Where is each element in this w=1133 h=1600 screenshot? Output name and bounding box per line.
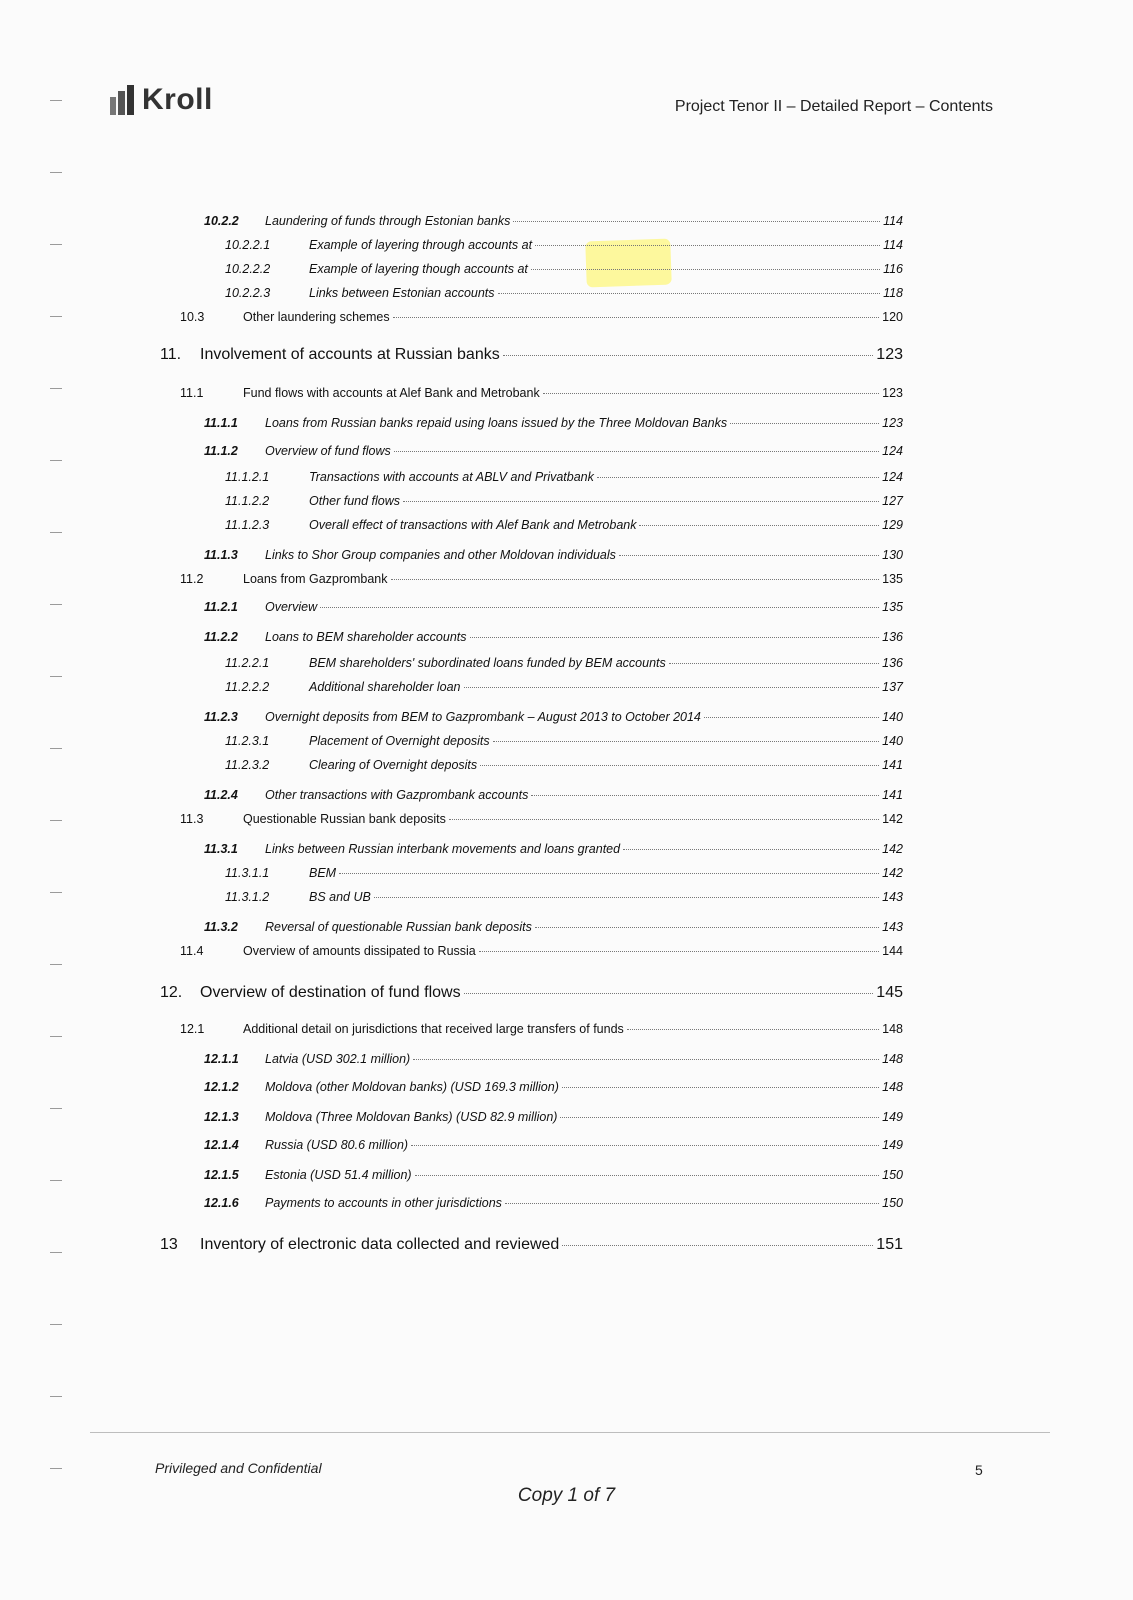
toc-entry-number: 12.: [160, 984, 183, 1001]
toc-entry-title: BS and UB: [309, 890, 371, 904]
toc-entry-title: Overall effect of transactions with Alef Bank and Metrobank: [309, 518, 637, 532]
toc-leader-dots: [513, 221, 880, 222]
toc-entry[interactable]: [225, 734, 903, 748]
toc-entry-title: Reversal of questionable Russian bank deposits: [265, 920, 532, 934]
toc-entry-page: 141: [882, 758, 903, 772]
toc-leader-dots: [479, 951, 879, 952]
toc-leader-dots: [531, 269, 880, 270]
toc-entry-title: Overview of fund flows: [265, 444, 391, 458]
toc-entry[interactable]: [180, 386, 903, 400]
toc-entry[interactable]: [225, 238, 903, 252]
toc-entry-title: Links between Russian interbank movements and loans granted: [265, 842, 621, 856]
toc-entry-title: Other laundering schemes: [243, 310, 390, 324]
toc-entry-number: 11.2.4: [204, 788, 238, 802]
toc-entry-title: Overview: [265, 600, 318, 614]
toc-entry-number: 11.3.1.2: [225, 890, 270, 904]
toc-entry-title: Other fund flows: [309, 494, 401, 508]
toc-entry-number: 11.1.2.2: [225, 494, 270, 508]
toc-entry-page: 137: [882, 680, 903, 694]
toc-entry-title: Links to Shor Group companies and other Moldovan individuals: [265, 548, 616, 562]
toc-entry-page: 120: [882, 310, 903, 324]
toc-entry-number: 11.2.2.1: [225, 656, 270, 670]
toc-entry-page: 142: [882, 842, 903, 856]
toc-entry[interactable]: [204, 1110, 903, 1124]
toc-entry-page: 114: [883, 238, 903, 252]
toc-entry[interactable]: [204, 1138, 903, 1152]
toc-entry-page: 150: [882, 1168, 903, 1182]
toc-entry-number: 11.2.2: [204, 630, 238, 644]
toc-leader-dots: [560, 1117, 879, 1118]
toc-leader-dots: [415, 1175, 880, 1176]
toc-entry-page: 135: [882, 572, 903, 586]
toc-entry-number: 11.1.3: [204, 548, 238, 562]
toc-entry[interactable]: [204, 710, 903, 724]
toc-entry-page: 148: [882, 1052, 903, 1066]
toc-entry[interactable]: [160, 984, 903, 1002]
toc-leader-dots: [623, 849, 879, 850]
toc-entry-title: Additional shareholder loan: [309, 680, 461, 694]
toc-entry[interactable]: [225, 262, 903, 276]
toc-leader-dots: [531, 795, 879, 796]
toc-entry[interactable]: [204, 842, 903, 856]
toc-entry[interactable]: [225, 518, 903, 532]
toc-entry-page: 123: [882, 416, 903, 430]
toc-leader-dots: [320, 607, 879, 608]
toc-entry-page: 136: [882, 656, 903, 670]
toc-entry-title: Overview of amounts dissipated to Russia: [243, 944, 476, 958]
toc-entry-number: 11.3.1: [204, 842, 238, 856]
toc-entry-page: 145: [876, 984, 903, 1001]
toc-leader-dots: [403, 501, 879, 502]
toc-entry-number: 11.2.3.1: [225, 734, 270, 748]
toc-entry-title: Involvement of accounts at Russian banks: [200, 346, 500, 363]
toc-entry-number: 10.2.2.2: [225, 262, 271, 276]
toc-entry-page: 149: [882, 1110, 903, 1124]
toc-entry-title: Loans to BEM shareholder accounts: [265, 630, 467, 644]
footer-divider: [90, 1432, 1050, 1433]
toc-entry-page: 124: [882, 470, 903, 484]
toc-leader-dots: [535, 245, 880, 246]
toc-entry-page: 141: [882, 788, 903, 802]
toc-entry-title: Links between Estonian accounts: [309, 286, 495, 300]
toc-entry[interactable]: [204, 214, 903, 228]
toc-entry-page: 127: [882, 494, 903, 508]
toc-entry-number: 10.2.2: [204, 214, 239, 228]
page-number: 5: [975, 1462, 983, 1478]
toc-entry-number: 11.1.1: [204, 416, 238, 430]
toc-entry-number: 11.2: [180, 572, 204, 586]
toc-leader-dots: [597, 477, 879, 478]
toc-entry[interactable]: [204, 444, 903, 458]
toc-entry[interactable]: [180, 812, 903, 826]
toc-leader-dots: [627, 1029, 879, 1030]
toc-entry-title: Other transactions with Gazprombank accounts: [265, 788, 529, 802]
toc-entry-title: BEM shareholders' subordinated loans funded by BEM accounts: [309, 656, 666, 670]
toc-entry-page: 124: [882, 444, 903, 458]
page-header-title: Project Tenor II – Detailed Report – Contents: [674, 98, 993, 115]
toc-entry[interactable]: [204, 630, 903, 644]
toc-entry-title: Estonia (USD 51.4 million): [265, 1168, 412, 1182]
toc-leader-dots: [449, 819, 879, 820]
toc-leader-dots: [339, 873, 879, 874]
toc-leader-dots: [562, 1087, 879, 1088]
toc-entry-number: 12.1.6: [204, 1196, 239, 1210]
toc-leader-dots: [470, 637, 880, 638]
toc-entry-page: 129: [882, 518, 903, 532]
toc-entry-page: 142: [882, 812, 903, 826]
toc-entry-title: Questionable Russian bank deposits: [243, 812, 446, 826]
toc-entry-page: 143: [882, 890, 903, 904]
toc-entry[interactable]: [225, 656, 903, 670]
toc-entry-number: 11.1.2.1: [225, 470, 270, 484]
toc-entry-number: 11.4: [180, 944, 204, 958]
toc-leader-dots: [543, 393, 879, 394]
toc-entry-title: Laundering of funds through Estonian banks: [265, 214, 511, 228]
toc-leader-dots: [394, 451, 879, 452]
toc-leader-dots: [391, 579, 880, 580]
toc-leader-dots: [464, 993, 874, 994]
toc-entry-number: 11.2.3: [204, 710, 238, 724]
toc-entry[interactable]: [204, 416, 903, 430]
toc-entry[interactable]: [225, 866, 903, 880]
toc-entry[interactable]: [180, 944, 903, 958]
copy-number-note: Copy 1 of 7: [517, 1485, 616, 1506]
toc-entry-number: 11.1: [180, 386, 204, 400]
toc-entry-page: 142: [882, 866, 903, 880]
toc-leader-dots: [498, 293, 881, 294]
toc-entry[interactable]: [160, 346, 903, 364]
toc-entry-title: Additional detail on jurisdictions that received large transfers of funds: [243, 1022, 624, 1036]
toc-leader-dots: [413, 1059, 879, 1060]
toc-entry-title: Latvia (USD 302.1 million): [265, 1052, 411, 1066]
toc-leader-dots: [505, 1203, 879, 1204]
toc-entry-number: 13: [160, 1236, 178, 1253]
toc-entry-page: 149: [882, 1138, 903, 1152]
toc-leader-dots: [493, 741, 879, 742]
toc-entry-number: 10.3: [180, 310, 205, 324]
toc-leader-dots: [562, 1245, 873, 1246]
toc-leader-dots: [374, 897, 879, 898]
toc-entry-number: 11.3.2: [204, 920, 238, 934]
toc-entry[interactable]: [204, 1196, 903, 1210]
toc-leader-dots: [639, 525, 879, 526]
toc-entry-title: Payments to accounts in other jurisdictions: [265, 1196, 502, 1210]
confidentiality-note: Privileged and Confidential: [155, 1460, 322, 1476]
toc-entry-page: 143: [882, 920, 903, 934]
toc-leader-dots: [393, 317, 880, 318]
toc-entry-title: Overnight deposits from BEM to Gazprombank – August 2013 to October 2014: [265, 710, 701, 724]
toc-entry[interactable]: [180, 572, 903, 586]
toc-entry-number: 12.1.5: [204, 1168, 239, 1182]
toc-leader-dots: [535, 927, 879, 928]
toc-entry[interactable]: [204, 1052, 903, 1066]
toc-entry-page: 118: [883, 286, 903, 300]
toc-entry-number: 11.3.1.1: [225, 866, 270, 880]
toc-entry-title: BEM: [309, 866, 337, 880]
toc-entry-number: 12.1.1: [204, 1052, 239, 1066]
toc-entry[interactable]: [204, 1168, 903, 1182]
toc-entry-page: 123: [876, 346, 903, 363]
toc-leader-dots: [669, 663, 879, 664]
toc-entry-page: 148: [882, 1022, 903, 1036]
toc-leader-dots: [503, 355, 874, 356]
kroll-logo-icon: [110, 85, 134, 115]
toc-entry-number: 11.1.2: [204, 444, 238, 458]
toc-entry[interactable]: [180, 1022, 903, 1036]
toc-entry-title: Clearing of Overnight deposits: [309, 758, 478, 772]
toc-entry[interactable]: [225, 286, 903, 300]
toc-entry[interactable]: [204, 788, 903, 802]
toc-entry-title: Loans from Gazprombank: [243, 572, 388, 586]
toc-entry-number: 10.2.2.1: [225, 238, 271, 252]
toc-entry-title: Inventory of electronic data collected and reviewed: [200, 1236, 560, 1253]
toc-entry-title: Russia (USD 80.6 million): [265, 1138, 409, 1152]
toc-entry-number: 11.2.3.2: [225, 758, 270, 772]
toc-entry-number: 11.2.1: [204, 600, 238, 614]
toc-leader-dots: [411, 1145, 879, 1146]
toc-leader-dots: [480, 765, 879, 766]
toc-entry-title: Moldova (Three Moldovan Banks) (USD 82.9 million): [265, 1110, 558, 1124]
toc-entry[interactable]: [225, 470, 903, 484]
toc-entry-page: 140: [882, 710, 903, 724]
toc-entry[interactable]: [160, 1236, 903, 1254]
toc-entry-title: Transactions with accounts at ABLV and Privatbank: [309, 470, 594, 484]
toc-entry-number: 12.1.2: [204, 1080, 239, 1094]
toc-entry-number: 10.2.2.3: [225, 286, 271, 300]
toc-leader-dots: [464, 687, 880, 688]
kroll-logo: [110, 83, 213, 117]
toc-entry[interactable]: [204, 1080, 903, 1094]
toc-entry-title: Loans from Russian banks repaid using loans issued by the Three Moldovan Banks: [265, 416, 728, 430]
toc-entry-page: 150: [882, 1196, 903, 1210]
toc-entry[interactable]: [225, 890, 903, 904]
toc-entry-page: 116: [883, 262, 903, 276]
toc-entry-page: 140: [882, 734, 903, 748]
toc-entry-title: Moldova (other Moldovan banks) (USD 169.3 million): [265, 1080, 559, 1094]
toc-entry-title: Example of layering through accounts at: [309, 238, 533, 252]
toc-entry-title: Placement of Overnight deposits: [309, 734, 490, 748]
toc-entry-number: 11.2.2.2: [225, 680, 270, 694]
toc-entry-number: 11.: [160, 346, 182, 363]
toc-entry[interactable]: [204, 920, 903, 934]
toc-entry[interactable]: [225, 494, 903, 508]
toc-entry-page: 136: [882, 630, 903, 644]
toc-leader-dots: [704, 717, 879, 718]
toc-entry-title: Example of layering though accounts at: [309, 262, 528, 276]
toc-entry-title: Fund flows with accounts at Alef Bank and Metrobank: [243, 386, 540, 400]
toc-entry-page: 123: [882, 386, 903, 400]
toc-entry-page: 144: [882, 944, 903, 958]
toc-leader-dots: [730, 423, 879, 424]
toc-entry[interactable]: [204, 600, 903, 614]
toc-entry-number: 11.1.2.3: [225, 518, 270, 532]
toc-leader-dots: [619, 555, 879, 556]
toc-entry[interactable]: [225, 758, 903, 772]
toc-entry-page: 135: [882, 600, 903, 614]
toc-entry[interactable]: [204, 548, 903, 562]
toc-entry-page: 148: [882, 1080, 903, 1094]
toc-entry[interactable]: [180, 310, 903, 324]
toc-entry-page: 130: [882, 548, 903, 562]
toc-entry-page: 114: [883, 214, 903, 228]
toc-entry-number: 12.1: [180, 1022, 205, 1036]
toc-entry-number: 12.1.4: [204, 1138, 239, 1152]
toc-entry-number: 12.1.3: [204, 1110, 239, 1124]
toc-entry[interactable]: [225, 680, 903, 694]
toc-entry-page: 151: [876, 1236, 903, 1253]
brand-name: Kroll: [142, 83, 213, 116]
toc-entry-title: Overview of destination of fund flows: [200, 984, 461, 1001]
toc-entry-number: 11.3: [180, 812, 204, 826]
